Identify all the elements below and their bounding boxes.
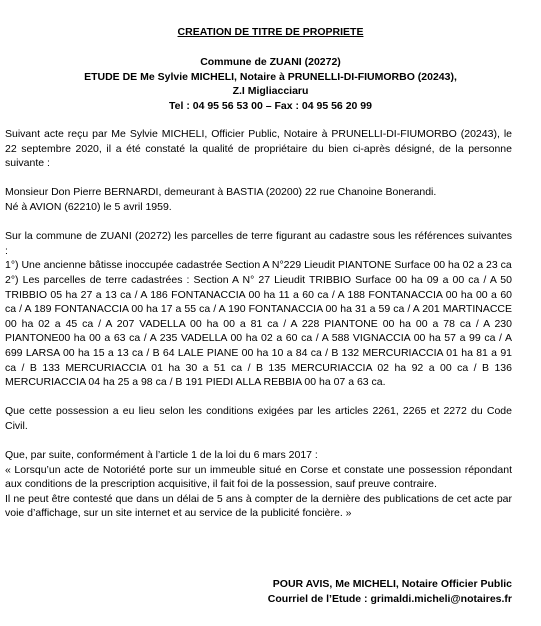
paragraph-law-reference: Que, par suite, conformément à l’article 1 de la loi du 6 mars 2017 : [5,449,318,462]
paragraph-act-intro: Suivant acte reçu par Me Sylvie MICHELI, Officier Public, Notaire à PRUNELLI-DI-FIUMORBO (20243), le 22 septembre 2020, il a été constaté la qualité de propriétaire du bien ci-après désigné, de la personne suivante : [5,128,512,170]
paragraph-contest-delay: Il ne peut être contesté que dans un délai de 5 ans à compter de la dernière des publications de cet acte par voie d’affichage, sur un site internet et au service de la publicité foncière. » [5,492,512,520]
paragraph-owner-birth: Né à AVION (62210) le 5 avril 1959. [5,200,172,213]
paragraph-parcels-intro: Sur la commune de ZUANI (20272) les parcelles de terre figurant au cadastre sous les références suivantes : [5,230,512,257]
header-zone: Z.I Migliacciaru [232,85,309,98]
notary-header [0,55,541,113]
document-body [5,127,512,521]
header-phone-fax: Tel : 04 95 56 53 00 – Fax : 04 95 56 20 99 [169,99,372,112]
paragraph-owner-name: Monsieur Don Pierre BERNARDI, demeurant à BASTIA (20200) 22 rue Chanoine Bonerandi. [5,186,437,199]
paragraph-law-quote: « Lorsqu’un acte de Notoriété porte sur un immeuble situé en Corse et constate une possession répondant aux conditions de la prescription acquisitive, il fait foi de la possession, sauf preuve contraire. [5,463,512,491]
paragraph-parcel-list: 2°) Les parcelles de terre cadastrées : Section A N° 27 Lieudit TRIBBIO Surface 00 ha 09 a 00 ca / A 50 TRIBBIO 05 ha 27 a 13 ca / A 186 FONTANACCIA 00 ha 11 a 60 ca / A 188 FONTANACCIA 00 ha 00 a 60 ca / A 189 FONTANACCIA 00 ha 17 a 55 ca / A 190 FONTANACCIA 00 ha 31 a 59 ca / A 201 MARTINACCE 00 ha 02 a 45 ca / A 207 VADELLA 00 ha 00 a 81 ca / A 228 PIANTONE 00 ha 00 a 78 ca / A 230 PIANTONE00 ha 00 a 63 ca / A 235 VADELLA 00 ha 02 a 60 ca / A 588 VIGNACCIA 00 ha 57 a 99 ca / A 699 LARSA 00 ha 15 a 13 ca / B 64 LALE PIANE 00 ha 10 a 84 ca / B 132 MERCURIACCIA 01 ha 81 a 91 ca / B 133 MERCURIACCIA 01 ha 30 a 51 ca / B 135 MERCURIACCIA 02 ha 92 a 00 ca / B 136 MERCURIACCIA 04 ha 25 a 98 ca / B 191 PIEDI ALLA REBBIA 00 ha 07 a 63 ca. [5,273,512,389]
signature-email: Courriel de l’Etude : grimaldi.micheli@notaires.fr [267,593,512,605]
signature-notary: POUR AVIS, Me MICHELI, Notaire Officier Public [272,578,512,590]
document-title: CREATION DE TITRE DE PROPRIETE [177,26,364,38]
header-etude: ETUDE DE Me Sylvie MICHELI, Notaire à PRUNELLI-DI-FIUMORBO (20243), [84,70,457,83]
header-commune: Commune de ZUANI (20272) [200,56,341,68]
paragraph-parcel-building: 1°) Une ancienne bâtisse inoccupée cadastrée Section A N°229 Lieudit PIANTONE Surface 00 ha 02 a 23 ca [5,259,512,272]
paragraph-civil-code: Que cette possession a eu lieu selon les conditions exigées par les articles 2261, 2265 et 2272 du Code Civil. [5,405,512,432]
